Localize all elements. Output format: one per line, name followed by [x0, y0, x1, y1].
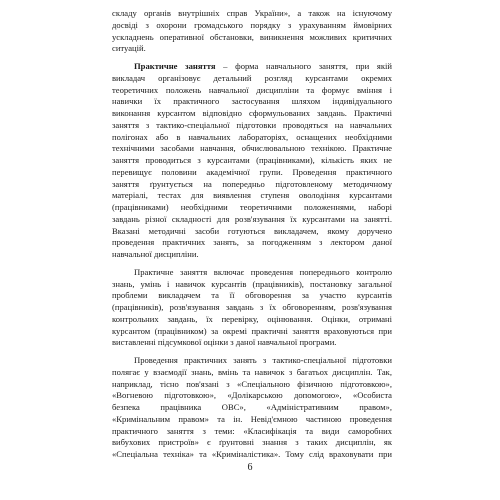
page-number: 6	[247, 462, 253, 473]
term-practical-lesson: Практичне заняття	[134, 61, 216, 71]
text-line: виконання курсантом відповідно сформульованих завдань. Практичні	[112, 108, 392, 118]
text-line: досвіді з охорони громадського порядку з урахуванням ймовірних	[112, 19, 392, 30]
text-line: технічними засобами навчання, обчислювальною технікою. Практичне	[112, 143, 392, 154]
text-line: знань, умінь і навичок курсантів (працівників), постановку загальної	[112, 278, 392, 289]
text-line: проведення практичних занять, за погодженням з лектором даної	[112, 237, 392, 248]
text-line: Вказані методичні засоби готуються викладачем, якому доручено	[112, 225, 392, 236]
text-line: наприклад, тісно пов'язані з «Спеціальною фізичною підготовкою»,	[112, 378, 392, 389]
text-line: ситуацій.	[112, 43, 146, 54]
text-line: виставленні підсумкової оцінки з даної навчальної програми.	[112, 337, 337, 348]
text-line: навчальної дисципліни.	[112, 249, 199, 259]
text-line: контрольних завдань, їх перевірку, оцінювання. Оцінки, отримані	[112, 313, 392, 324]
paragraph-1	[112, 8, 392, 55]
paragraph-2	[112, 61, 392, 261]
text-line: заняття з тактико-спеціальної підготовки проводяться на навчальних	[112, 119, 392, 130]
text-line: Практичне заняття включає проведення попереднього контролю	[134, 266, 392, 277]
text-line: ускладнень оперативної обстановки, виникнення можливих критичних	[112, 31, 392, 42]
text-line: навички їх практичного застосування шляхом індивідуального	[112, 96, 392, 107]
text-line: «Вогневою підготовкою», «Долікарською допомогою», «Особиста	[112, 390, 392, 401]
text-line: «Кримінальним правом» та ін. Невід'ємною частиною проведення	[112, 413, 392, 424]
text-line: курсантом (працівником) за окремі практичні заняття враховуються при	[112, 325, 392, 336]
text-line: вибухових пристроїв» є ґрунтовні знання з таких дисциплін, як	[112, 437, 392, 448]
text-line: заняття ґрунтується на попередньо підготовленому методичному	[112, 178, 392, 189]
text-line: завдань різної складності для розв'язування їх курсантами на занятті.	[112, 213, 392, 224]
text-line: складу органів внутрішніх справ України», а також на існуючому	[112, 8, 392, 18]
text-line: проблеми викладачем та її обговорення за участю курсантів	[112, 290, 392, 301]
text-line: теоретичних положень навчальної дисципліни та формує вміння і	[112, 84, 392, 95]
text-line: (працівниками) необхідними теоретичними положеннями, наборі	[112, 202, 392, 212]
text-line: безпека працівника ОВС», «Адміністративним правом»,	[112, 402, 392, 412]
paragraph-4	[112, 355, 392, 461]
text-line: практичного заняття з теми: «Класифікація та види саморобних	[112, 425, 392, 436]
text-line: (працівників), розв'язування завдань з їх обговоренням, розв'язування	[112, 302, 392, 312]
paragraph-3	[112, 267, 392, 349]
text-line: «Спеціальна техніка» та «Криміналістика». Тому слід враховувати при	[112, 449, 392, 459]
text-line: заняття проводиться з курсантами (працівниками), кількість яких не	[112, 155, 392, 165]
text-line: Проведення практичних занять з тактико-спеціальної підготовки	[134, 355, 392, 365]
text-line: полягає у взаємодії знань, вмінь та навичок з багатьох дисциплін. Так,	[112, 366, 392, 377]
text-line: Практичне заняття – форма навчального заняття, при якій	[134, 61, 392, 71]
text-line: викладач організовує детальний розгляд курсантами окремих	[112, 72, 392, 83]
text-line: матеріалі, тестах для виявлення ступеня оволодіння курсантами	[112, 190, 392, 201]
body-text	[112, 8, 392, 461]
text-line: перевищує половини академічної групи. Проведення практичного	[112, 166, 392, 177]
text-line: полігонах або в навчальних лабораторіях, оснащених необхідними	[112, 131, 392, 142]
